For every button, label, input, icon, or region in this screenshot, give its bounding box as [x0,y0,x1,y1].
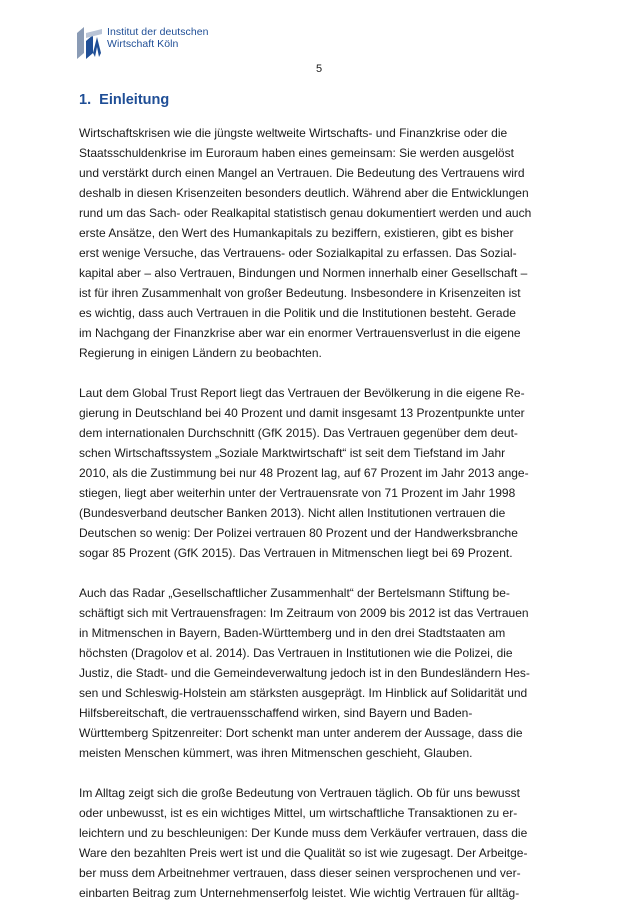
paragraph-3 [79,583,574,763]
text-line: Justiz, die Stadt- und die Gemeindeverwaltung jedoch ist in den Bundesländern Hes- [79,666,530,680]
text-line: Wirtschaftskrisen wie die jüngste weltweite Wirtschafts- und Finanzkrise oder die [79,126,508,140]
page-number: 5 [315,63,323,75]
logo-line-2: Wirtschaft Köln [107,38,179,50]
text-line: es wichtig, dass auch Vertrauen in die Politik und die Institutionen besteht. Gerade [79,306,516,320]
section-number: 1. [79,92,92,108]
text-line: Laut dem Global Trust Report liegt das Vertrauen der Bevölkerung in die eigene Re- [79,386,525,400]
text-line: im Nachgang der Finanzkrise aber war ein enormer Vertrauensverlust in die eigene [79,326,521,340]
text-line: sogar 85 Prozent (GfK 2015). Das Vertrauen in Mitmenschen liegt bei 69 Prozent. [79,546,513,560]
iw-logo-icon [77,27,103,59]
paragraph-4 [79,783,574,903]
text-line: ber muss dem Arbeitnehmer vertrauen, dass dieser seinen versprochenen und ver- [79,866,521,880]
text-line: schäftigt sich mit Vertrauensfragen: Im Zeitraum von 2009 bis 2012 ist das Vertrauen [79,606,529,620]
paragraph-2 [79,383,574,563]
text-line: rund um das Sach- oder Realkapital statistisch genau dokumentiert werden und auch [79,206,532,220]
text-line: erst wenige Versuche, das Vertrauens- oder Sozialkapital zu erfassen. Das Sozial- [79,246,517,260]
text-line: ist für ihren Zusammenhalt von großer Bedeutung. Insbesondere in Krisenzeiten ist [79,286,521,300]
iw-logo [77,26,209,59]
text-line: kapital aber – also Vertrauen, Bindungen und Normen innerhalb einer Gesellschaft – [79,266,528,280]
text-line: gierung in Deutschland bei 40 Prozent und damit insgesamt 13 Prozentpunkte unter [79,406,525,420]
text-line: Deutschen so wenig: Der Polizei vertrauen 80 Prozent und der Handwerksbranche [79,526,518,540]
text-line: Ware den bezahlten Preis wert ist und die Qualität so ist wie zugesagt. Der Arbeitge- [79,846,528,860]
text-line: erste Ansätze, den Wert des Humankapitals zu beziffern, existieren, gibt es bisher [79,226,514,240]
text-line: in Mitmenschen in Bayern, Baden-Württemberg und in den drei Stadtstaaten am [79,626,506,640]
section-title: Einleitung [99,92,170,108]
text-line: höchsten (Dragolov et al. 2014). Das Vertrauen in Institutionen wie die Polizei, die [79,646,513,660]
text-line: sen und Schleswig-Holstein am stärksten ausgeprägt. Im Hinblick auf Solidarität und [79,686,528,700]
paragraph-1 [79,123,574,363]
text-line: einbarten Beitrag zum Unternehmenserfolg leistet. Wie wichtig Vertrauen für alltäg- [79,886,520,900]
text-line: und verstärkt durch einen Mangel an Vertrauen. Die Bedeutung des Vertrauens wird [79,166,525,180]
text-line: Hilfsbereitschaft, die vertrauensschaffend wirken, sind Bayern und Baden- [79,706,473,720]
text-line: 2010, als die Zustimmung bei nur 48 Prozent lag, auf 67 Prozent im Jahr 2013 ange- [79,466,529,480]
text-line: (Bundesverband deutscher Banken 2013). Nicht allen Institutionen vertrauen die [79,506,506,520]
text-line: schen Wirtschaftssystem „Soziale Marktwirtschaft“ ist seit dem Tiefstand im Jahr [79,446,506,460]
logo-line-1: Institut der deutschen [107,26,209,38]
section-heading [79,90,169,110]
text-line: Im Alltag zeigt sich die große Bedeutung von Vertrauen täglich. Ob für uns bewusst [79,786,520,800]
text-line: oder unbewusst, ist es ein wichtiges Mittel, um wirtschaftliche Transaktionen zu er- [79,806,518,820]
text-line: leichtern und zu beschleunigen: Der Kunde muss dem Verkäufer vertrauen, dass die [79,826,528,840]
text-line: meisten Menschen kümmert, was ihren Mitmenschen geschieht, Glauben. [79,746,473,760]
text-line: Regierung in einigen Ländern zu beobachten. [79,346,322,360]
text-line: Württemberg Spitzenreiter: Dort schenkt man unter anderem der Aussage, dass die [79,726,523,740]
text-line: Staatsschuldenkrise im Euroraum haben eines gemeinsam: Sie werden ausgelöst [79,146,514,160]
text-line: Auch das Radar „Gesellschaftlicher Zusammenhalt“ der Bertelsmann Stiftung be- [79,586,510,600]
body-text [79,123,574,923]
text-line: dem internationalen Durchschnitt (GfK 2015). Das Vertrauen gegenüber dem deut- [79,426,518,440]
text-line: deshalb in diesen Krisenzeiten besonders deutlich. Während aber die Entwicklungen [79,186,529,200]
text-line: stiegen, liegt aber weiterhin unter der Vertrauensrate von 71 Prozent im Jahr 1998 [79,486,516,500]
